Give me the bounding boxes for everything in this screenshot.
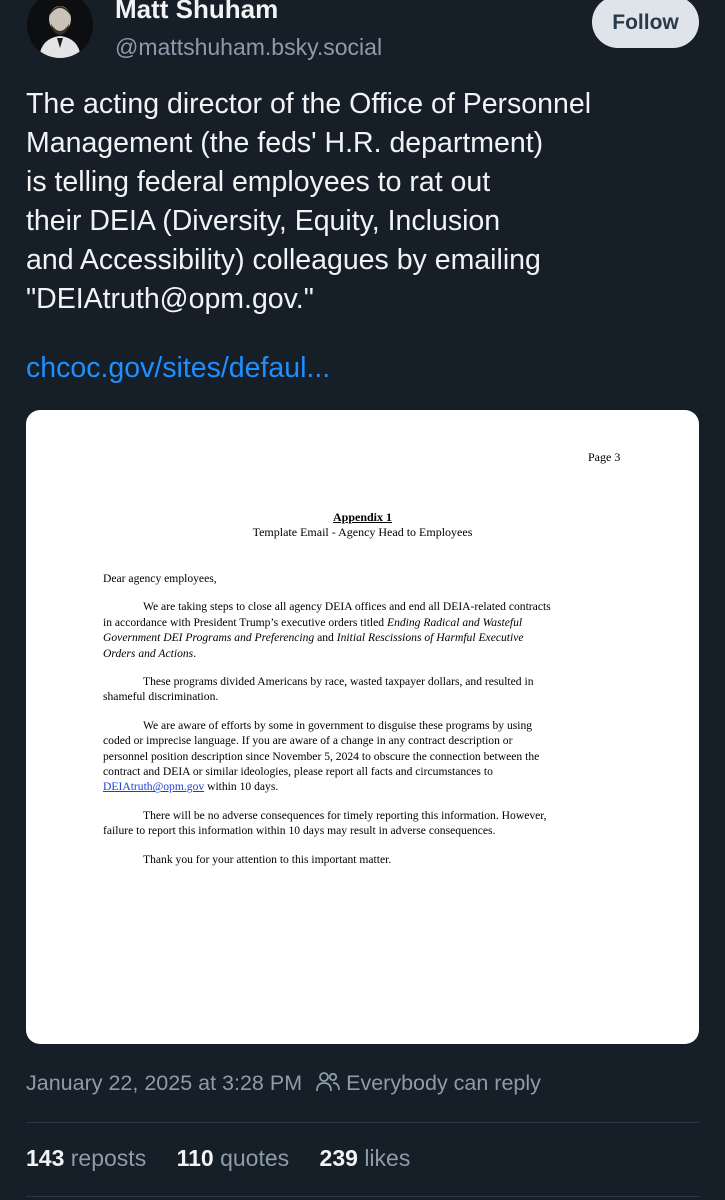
document-italic-text: Ending Radical and Wasteful [386, 615, 523, 629]
document-line: failure to report this information within 10 days may result in adverse consequences. [103, 824, 496, 838]
document-paragraph-3 [103, 718, 623, 795]
likes-count: 239 [319, 1145, 358, 1171]
document-italic-text: Initial Rescissions of Harmful Executive [336, 631, 524, 645]
document-line: These programs divided Americans by race, wasted taxpayer dollars, and resulted in [143, 675, 534, 689]
likes-label: likes [364, 1145, 411, 1171]
reply-setting: Everybody can reply [346, 1071, 541, 1095]
post-header [0, 0, 725, 70]
divider [26, 1196, 699, 1197]
author-display-name[interactable]: Matt Shuham [115, 0, 279, 24]
post-text-line: Management (the feds' H.R. department) [26, 127, 544, 159]
post-stats [26, 1145, 434, 1172]
document-paragraph-2 [103, 674, 623, 705]
document-text: . [193, 646, 197, 660]
avatar[interactable] [27, 0, 93, 58]
post-text [26, 85, 706, 319]
document-line: There will be no adverse consequences for timely reporting this information. However, [143, 808, 547, 822]
post-link[interactable]: chcoc.gov/sites/defaul... [26, 352, 331, 384]
document-line: We are taking steps to close all agency DEIA offices and end all DEIA-related contracts [143, 600, 551, 614]
document-line [103, 779, 623, 794]
document-italic-text: Government DEI Programs and Preferencing [103, 631, 315, 645]
document-email-link: DEIAtruth@opm.gov [103, 780, 205, 794]
post-text-line: "DEIAtruth@opm.gov." [26, 283, 314, 315]
document-appendix-title: Appendix 1 [332, 510, 393, 524]
reposts-label: reposts [70, 1145, 147, 1171]
document-greeting: Dear agency employees, [103, 572, 217, 585]
document-line: We are aware of efforts by some in government to disguise these programs by using [143, 718, 533, 732]
quotes-label: quotes [220, 1145, 290, 1171]
document-subtitle: Template Email - Agency Head to Employees [252, 525, 473, 539]
document-text: in accordance with President Trump’s executive orders titled [103, 615, 387, 629]
document-body [103, 571, 623, 867]
document-line: personnel position description since November 5, 2024 to obscure the connection between the [103, 749, 540, 763]
document-text: within 10 days. [204, 780, 279, 794]
avatar-image [27, 0, 93, 58]
document-line [103, 615, 623, 630]
document-page-number: Page 3 [588, 450, 621, 464]
divider [26, 1122, 699, 1123]
post-text-line: The acting director of the Office of Personnel [26, 88, 592, 120]
post-text-line: their DEIA (Diversity, Equity, Inclusion [26, 205, 501, 237]
document-paragraph-5: Thank you for your attention to this important matter. [143, 852, 392, 866]
post-meta [26, 1071, 541, 1099]
document-line [103, 646, 623, 661]
likes-stat[interactable] [320, 1145, 411, 1172]
author-handle[interactable]: @mattshuham.bsky.social [115, 34, 383, 60]
document-paragraph-4 [103, 808, 623, 839]
document-italic-text: Orders and Actions [103, 646, 194, 660]
document-line: contract and DEIA or similar ideologies, please report all facts and circumstances to [103, 765, 493, 779]
post-text-line: and Accessibility) colleagues by emailing [26, 244, 541, 276]
reposts-stat[interactable] [26, 1145, 146, 1172]
document-line [103, 630, 623, 645]
document-paragraph-1 [103, 599, 623, 661]
post-timestamp[interactable]: January 22, 2025 at 3:28 PM [26, 1071, 303, 1095]
quotes-stat[interactable] [177, 1145, 290, 1172]
quotes-count: 110 [176, 1145, 214, 1171]
document-line: coded or imprecise language. If you are aware of a change in any contract description or [103, 734, 513, 748]
document-text: and [314, 631, 337, 645]
reposts-count: 143 [26, 1145, 65, 1171]
embedded-document-image[interactable] [26, 410, 699, 1044]
document-line: shameful discrimination. [103, 690, 219, 704]
follow-button[interactable]: Follow [592, 0, 699, 48]
post-text-line: is telling federal employees to rat out [26, 166, 491, 198]
people-icon [316, 1071, 340, 1099]
